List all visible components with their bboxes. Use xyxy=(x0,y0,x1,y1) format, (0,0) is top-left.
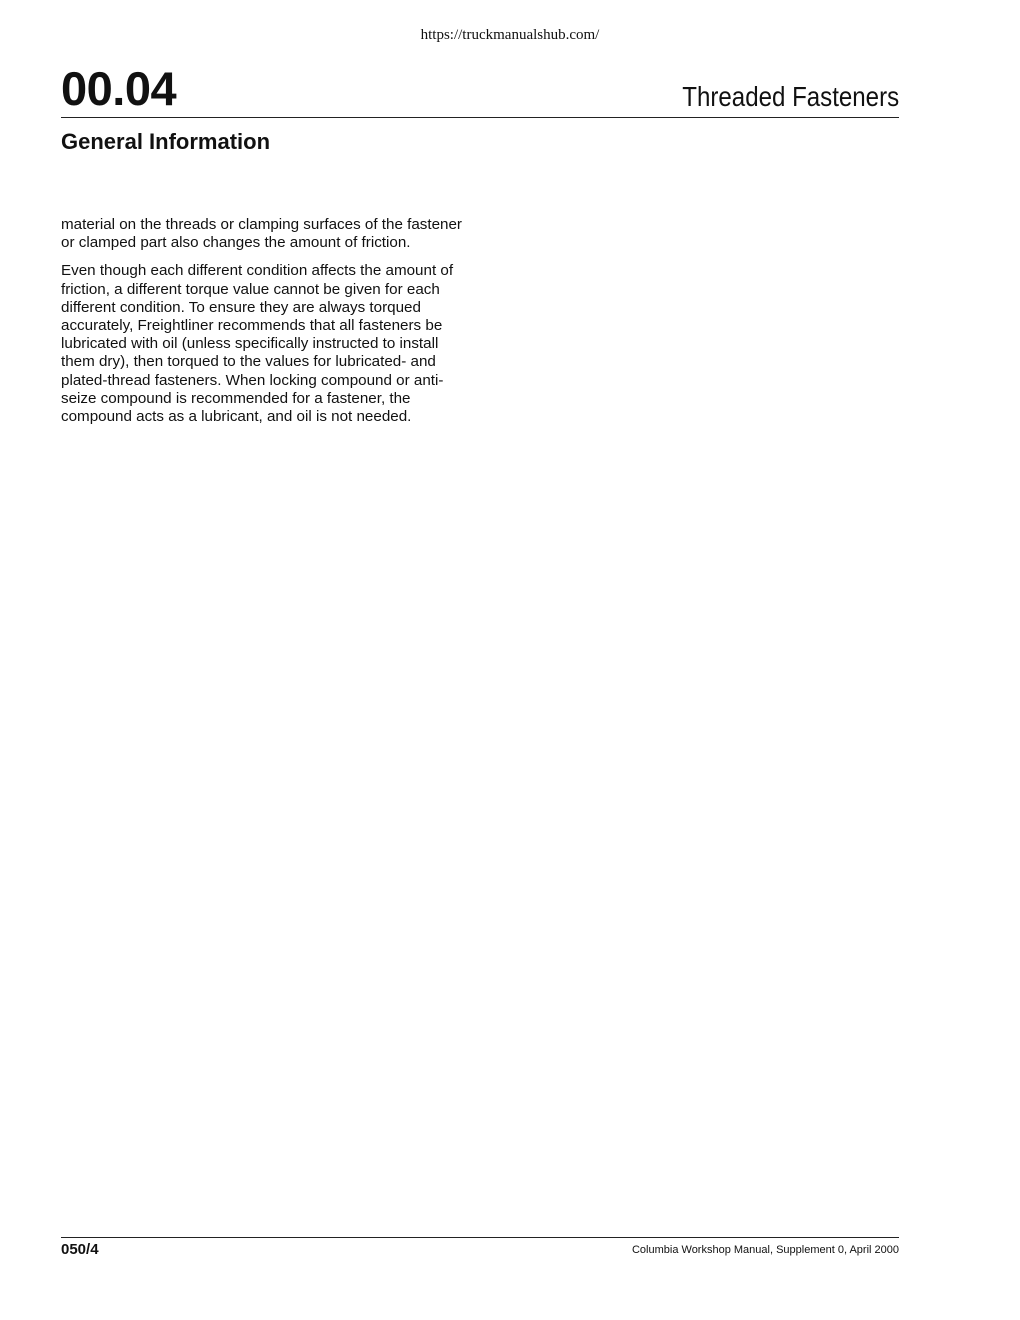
section-number: 00.04 xyxy=(61,62,177,115)
page-number: 050/4 xyxy=(61,1241,99,1258)
source-url: https://truckmanualshub.com/ xyxy=(420,27,600,43)
manual-info: Columbia Workshop Manual, Supplement 0, April 2000 xyxy=(631,1244,899,1256)
body-paragraph: material on the threads or clamping surfaces of the fastener or clamped part also changes the amount of friction. xyxy=(61,216,462,252)
body-text xyxy=(61,216,465,436)
body-paragraph: Even though each different condition affects the amount of friction, a different torque value cannot be given for each different condition. To ensure they are always torqued accurately, Freightliner recommends that all fasteners be lubricated with oil (unless specifically instructed to install them dry), then torqued to the values for lubricated- and plated-thread fasteners. When locking compound or anti-seize compound is recommended for a fastener, the compound acts as a lubricant, and oil is not needed. xyxy=(61,262,454,426)
page-header xyxy=(61,62,899,118)
section-title: Threaded Fasteners xyxy=(682,81,899,112)
subheading: General Information xyxy=(61,129,271,154)
page-footer xyxy=(61,1237,899,1268)
